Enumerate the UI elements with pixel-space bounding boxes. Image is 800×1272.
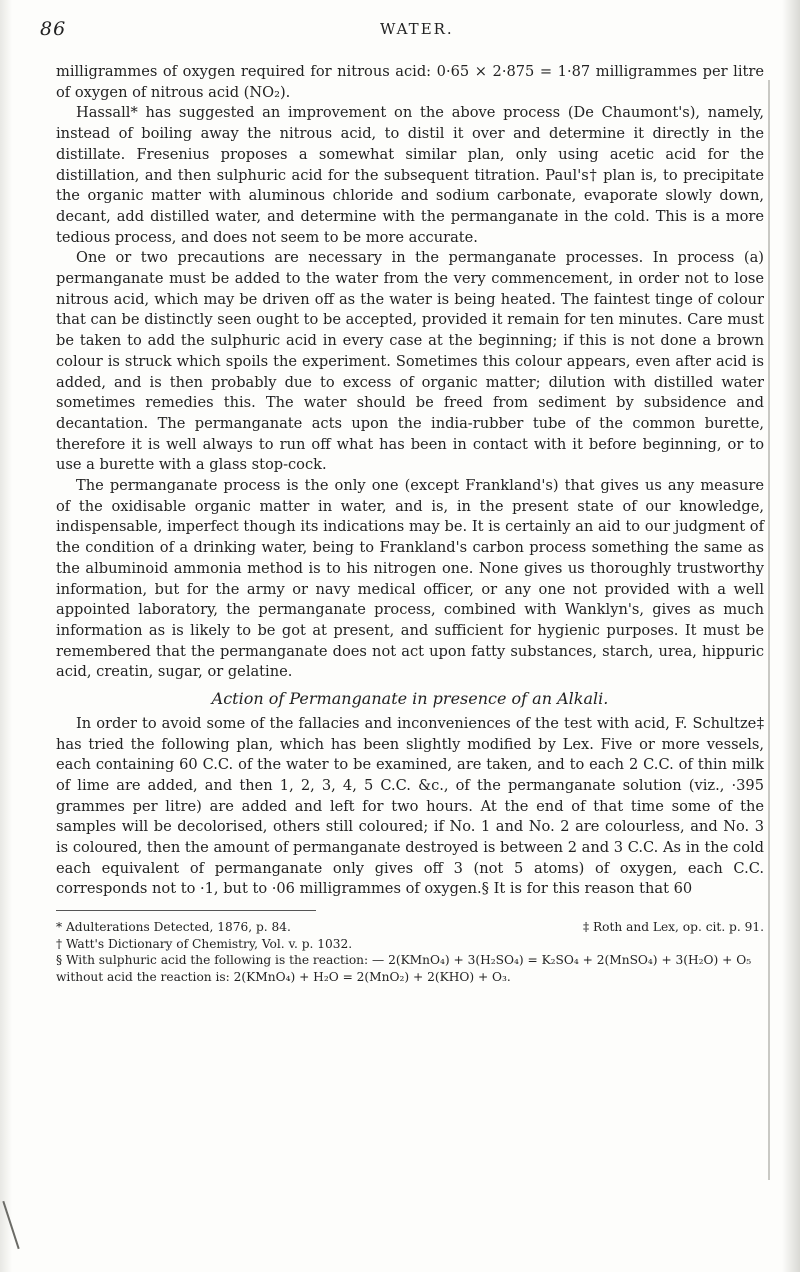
running-title: WATER. <box>380 20 454 38</box>
page-number: 86 <box>40 18 67 40</box>
paragraph-4: The permanganate process is the only one (except Frankland's) that gives us any measure of the oxidisable organic matter in water, and is, in the present state of our knowledge, indispensable, imperfect though its indications may be. It is certainly an aid to our judgment of the condition of a drinking water, being to Frankland's carbon process something the same as the albuminoid ammonia method is to his nitrogen one. None gives us thoroughly trustworthy information, but for the army or navy medical officer, or any one not provided with a well appointed laboratory, the permanganate process, combined with Wanklyn's, gives as much information as is likely to be got at present, and sufficient for hygienic purposes. It must be remembered that the permanganate does not act upon fatty substances, starch, urea, hippuric acid, creatin, sugar, or gelatine. <box>56 477 764 681</box>
paragraph-5: In order to avoid some of the fallacies and inconveniences of the test with acid, F. Schultze‡ has tried the following plan, which has been slightly modified by Lex. Five or more vessels, each containing 60 C.C. of the water to be examined, are taken, and to each 2 C.C. of thin milk of lime are added, and then 1, 2, 3, 4, 5 C.C. &c., of the permanganate solution (viz., ·395 grammes per litre) are added and left for two hours. At the end of that time some of the samples will be decolorised, others still coloured; if No. 1 and No. 2 are colourless, and No. 3 is coloured, then the amount of permanganate destroyed is between 2 and 3 C.C. As in the cold each equivalent of permanganate only gives off 3 (not 5 atoms) of oxygen, each C.C. corresponds not to ·1, but to ·06 milligrammes of oxygen.§ It is for this reason that 60 <box>56 714 764 898</box>
footnote-row-1 <box>56 919 764 936</box>
page-right-shadow <box>782 0 800 1272</box>
page-header <box>40 14 780 44</box>
footnote-4-continued: without acid the reaction is: 2(KMnO₄) + H₂O = 2(MnO₂) + 2(KHO) + O₃. <box>56 969 511 984</box>
section-heading: Action of Permanganate in presence of an Alkali. <box>211 689 609 709</box>
page-left-shadow <box>0 0 12 1272</box>
binding-rule <box>768 80 770 1180</box>
footnote-1: * Adulterations Detected, 1876, p. 84. <box>56 920 291 935</box>
footnote-4: § With sulphuric acid the following is the reaction: — 2(KMnO₄) + 3(H₂SO₄) = K₂SO₄ + 2(MnSO₄) + 3(H₂O) + O₅ <box>56 953 752 968</box>
paragraph-1: milligrammes of oxygen required for nitrous acid: 0·65 × 2·875 = 1·87 milligrammes per litre of oxygen of nitrous acid (NO₂). <box>56 63 764 101</box>
paragraph-3: One or two precautions are necessary in the permanganate processes. In process (a) permanganate must be added to the water from the very commencement, in order not to lose nitrous acid, which may be driven off as the water is being heated. The faintest tinge of colour that can be distinctly seen ought to be accepted, provided it remain for ten minutes. Care must be taken to add the sulphuric acid in every case at the beginning; if this is not done a brown colour is struck which spoils the experiment. Sometimes this colour appears, even after acid is added, and is then probably due to excess of organic matter; dilution with distilled water sometimes remedies this. The water should be freed from sediment by subsidence and decantation. The permanganate acts upon the india-rubber tube of the common burette, therefore it is well always to run off what has been in contact with it before beginning, or to use a burette with a glass stop-cock. <box>56 249 764 474</box>
footnote-rule <box>56 910 316 911</box>
footnote-3-roth: ‡ Roth and Lex, op. cit. p. 91. <box>582 920 764 935</box>
footnote-2: † Watt's Dictionary of Chemistry, Vol. v. p. 1032. <box>56 936 353 951</box>
footnotes <box>56 919 764 985</box>
paragraph-2: Hassall* has suggested an improvement on the above process (De Chaumont's), namely, instead of boiling away the nitrous acid, to distil it over and determine it directly in the distillate. Fresenius proposes a somewhat similar plan, only using acetic acid for the distillation, and then sulphuric acid for the subsequent titration. Paul's† plan is, to precipitate the organic matter with aluminous chloride and sodium carbonate, evaporate slowly down, decant, add distilled water, and determine with the permanganate in the cold. This is a more tedious process, and does not seem to be more accurate. <box>56 104 764 246</box>
main-text <box>56 62 764 985</box>
